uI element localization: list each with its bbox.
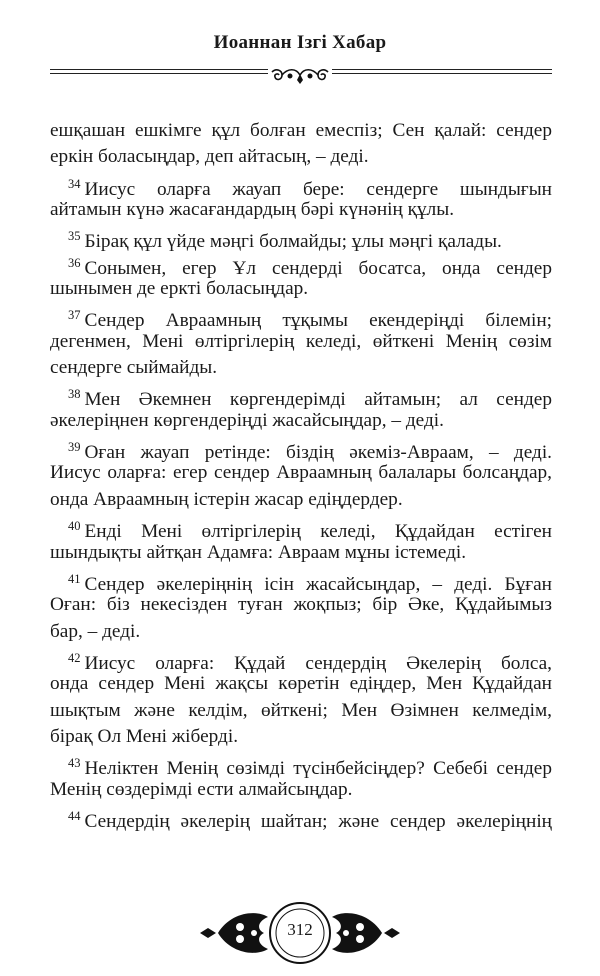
- text-line: [50, 171, 552, 200]
- verse-41: [50, 566, 552, 645]
- verse-34: [50, 171, 552, 224]
- text-line: [50, 777, 552, 803]
- line-text: сендерге сыймайды.: [50, 357, 218, 379]
- line-text: Сендер Авраамның тұқымы екендеріңді білемін;: [84, 310, 552, 332]
- verse-number: 37: [68, 308, 81, 323]
- verse-number: 41: [68, 571, 81, 586]
- text-line: [50, 513, 552, 543]
- verse-number: 40: [68, 519, 81, 534]
- verse-number: 44: [68, 808, 81, 823]
- line-text: Сендердің әкелерің шайтан; және сендер әкелеріңнің: [84, 810, 552, 832]
- text-line: [50, 434, 552, 464]
- verse-number: 35: [68, 229, 81, 244]
- text-line: [50, 645, 552, 674]
- line-text: Оған: біз некесізден туған жоқпыз; бір Әке, Құдайымыз: [50, 594, 552, 616]
- text-line: [50, 803, 552, 832]
- text-line: [50, 460, 552, 486]
- verse-43: [50, 750, 552, 803]
- text-line: [50, 671, 552, 697]
- line-text: Иисус оларға: егер сендер Авраамның балалары болсаңдар,: [50, 462, 552, 484]
- line-text: ешқашан ешкімге құл болған емеспіз; Сен қалай: сендер: [50, 120, 552, 141]
- verse-42: [50, 645, 552, 750]
- line-text: дегенмен, Мені өлтіргілерің келеді, өйткені Менің сөзім: [50, 330, 552, 352]
- verse-number: 43: [68, 756, 81, 771]
- line-text: Сонымен, егер Ұл сендерді босатса, онда сендер: [84, 257, 552, 279]
- text-line: [50, 408, 552, 434]
- text-line: [50, 329, 552, 355]
- text-line: [50, 566, 552, 595]
- line-text: Енді Мені өлтіргілерің келеді, Құдайдан естіген: [84, 521, 552, 543]
- line-text: шынымен де еркті боласыңдар.: [50, 278, 309, 300]
- continued-paragraph: [50, 118, 552, 171]
- text-line: [50, 381, 552, 411]
- page-number-ornament: [200, 895, 400, 971]
- text-line: [50, 619, 552, 645]
- line-text: Мен Әкемнен көргендерімді айтамын; ал сендер: [84, 389, 552, 411]
- text-line: [50, 487, 552, 513]
- line-text: Оған жауап ретінде: біздің әкеміз-Авраам, – деді.: [84, 442, 552, 464]
- text-line: [50, 250, 552, 279]
- verse-number: 34: [68, 176, 81, 191]
- page-body-text: [50, 118, 552, 832]
- text-line: [50, 118, 552, 144]
- text-line: [50, 223, 552, 253]
- verse-38: [50, 381, 552, 434]
- line-text: Бірақ құл үйде мәңгі болмайды; ұлы мәңгі қалады.: [84, 231, 502, 253]
- line-text: Иисус оларға: Құдай сендердің Әкелерің болса,: [84, 652, 552, 674]
- verse-40: [50, 513, 552, 566]
- line-text: бірақ Ол Мені жіберді.: [50, 725, 239, 747]
- text-line: [50, 302, 552, 332]
- verse-35: [50, 223, 552, 253]
- text-line: [50, 750, 552, 780]
- verse-39: [50, 434, 552, 513]
- text-line: [50, 724, 552, 750]
- line-text: Сендер әкелеріңнің ісін жасайсыңдар, – деді. Бұған: [84, 573, 552, 595]
- line-text: айтамын күнә жасағандардың бәрі күнәнің құлы.: [50, 199, 455, 221]
- verse-36: [50, 250, 552, 303]
- line-text: онда сендер Мені жақсы көретін едіңдер, Мен Құдайдан: [50, 673, 552, 695]
- text-line: [50, 540, 552, 566]
- page-number: 312: [287, 920, 313, 939]
- line-text: шықтым және келдім, өйткені; Мен Өзімнен келмедім,: [50, 699, 552, 721]
- verse-number: 42: [68, 650, 81, 665]
- text-line: [50, 355, 552, 381]
- header-ornament-icon: [268, 66, 332, 86]
- text-line: [50, 592, 552, 618]
- verse-37: [50, 302, 552, 381]
- line-text: Менің сөздерімді ести алмайсыңдар.: [50, 778, 353, 800]
- text-line: [50, 197, 552, 223]
- line-text: әкелеріңнен көргендеріңді жасайсыңдар, – деді.: [50, 409, 444, 431]
- running-header-title: Иоаннан Ізгі Хабар: [213, 32, 387, 53]
- text-line: [50, 698, 552, 724]
- verse-44: [50, 803, 552, 832]
- line-text: бар, – деді.: [50, 620, 141, 642]
- line-text: онда Авраамның істерін жасар едіңдердер.: [50, 488, 403, 510]
- line-text: Неліктен Менің сөзімді түсінбейсіңдер? Себебі сендер: [84, 758, 552, 780]
- verse-number: 39: [68, 440, 81, 455]
- verse-number: 36: [68, 255, 81, 270]
- line-text: Иисус оларға жауап бере: сендерге шындығын: [84, 178, 552, 200]
- text-line: [50, 276, 552, 302]
- line-text: шындықты айтқан Адамға: Авраам мұны істемеді.: [50, 541, 467, 563]
- text-line: [50, 144, 552, 170]
- verse-number: 38: [68, 387, 81, 402]
- line-text: еркін боласыңдар, деп айтасың, – деді.: [50, 146, 369, 168]
